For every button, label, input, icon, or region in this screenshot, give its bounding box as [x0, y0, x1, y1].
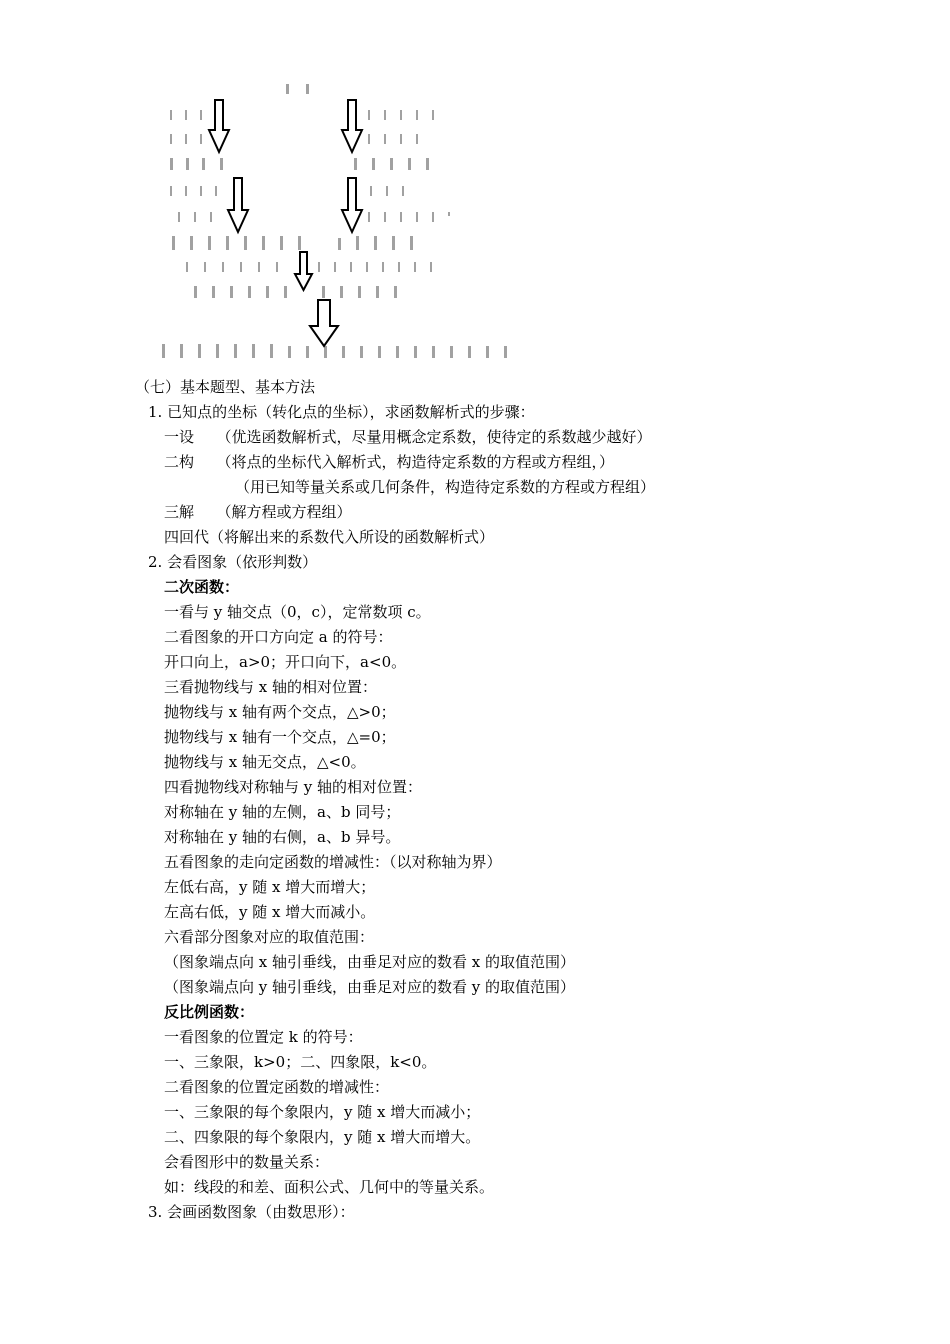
step-solve: 三解 （解方程或方程组） — [164, 503, 352, 521]
text-line: 二、四象限的每个象限内，y 随 x 增大而增大。 — [164, 1128, 481, 1146]
text-line: 六看部分图象对应的取值范围： — [164, 928, 375, 946]
text-line: 四看抛物线对称轴与 y 轴的相对位置： — [164, 778, 423, 796]
text-line: 一、三象限的每个象限内，y 随 x 增大而减小； — [164, 1103, 481, 1121]
text-line: 一看与 y 轴交点（0，c），定常数项 c。 — [164, 603, 431, 621]
text-line: 如：线段的和差、面积公式、几何中的等量关系。 — [164, 1178, 495, 1196]
text-line: 一看图象的位置定 k 的符号： — [164, 1028, 363, 1046]
text-line: 对称轴在 y 轴的右侧，a、b 异号。 — [164, 828, 401, 846]
text-line: 二看图象的位置定函数的增减性： — [164, 1078, 390, 1096]
down-arrow-icon — [310, 300, 338, 346]
step-substitute: 四回代（将解出来的系数代入所设的函数解析式） — [164, 528, 495, 546]
text-line: （图象端点向 x 轴引垂线，由垂足对应的数看 x 的取值范围） — [164, 953, 575, 971]
step-construct: 二构 （将点的坐标代入解析式，构造待定系数的方程或方程组，） — [164, 453, 615, 471]
down-arrow-icon — [295, 252, 312, 290]
text-line: 对称轴在 y 轴的左侧，a、b 同号； — [164, 803, 401, 821]
flowchart-figure — [0, 0, 950, 372]
down-arrow-icon — [342, 178, 362, 232]
text-line: （图象端点向 y 轴引垂线，由垂足对应的数看 y 的取值范围） — [164, 978, 576, 996]
text-line: 二看图象的开口方向定 a 的符号： — [164, 628, 393, 646]
item-heading-2: 2. 会看图象（依形判数） — [148, 553, 318, 571]
step-set: 一设 （优选函数解析式，尽量用概念定系数，使待定的系数越少越好） — [164, 428, 652, 446]
item-heading-3: 3. 会画函数图象（由数思形）： — [148, 1203, 355, 1221]
text-line: 会看图形中的数量关系： — [164, 1153, 330, 1171]
text-line: 抛物线与 x 轴有两个交点，△>0； — [164, 703, 396, 721]
step-construct-alt: （用已知等量关系或几何条件，构造待定系数的方程或方程组） — [235, 478, 656, 496]
down-arrow-icon — [228, 178, 248, 232]
faint-text-marks — [162, 84, 507, 358]
down-arrow-icon — [209, 100, 229, 152]
text-line: 开口向上，a>0；开口向下，a<0。 — [164, 653, 407, 671]
text-line: 左低右高，y 随 x 增大而增大； — [164, 878, 376, 896]
down-arrow-icon — [342, 100, 362, 152]
text-line: 五看图象的走向定函数的增减性：（以对称轴为界） — [164, 853, 502, 871]
text-line: 三看抛物线与 x 轴的相对位置： — [164, 678, 377, 696]
text-line: 一、三象限，k>0；二、四象限，k<0。 — [164, 1053, 437, 1071]
item-heading-1: 1. 已知点的坐标（转化点的坐标），求函数解析式的步骤： — [148, 403, 535, 421]
section-heading: （七）基本题型、基本方法 — [135, 378, 316, 396]
text-line: 抛物线与 x 轴无交点，△<0。 — [164, 753, 366, 771]
text-line: 左高右低，y 随 x 增大而减小。 — [164, 903, 376, 921]
down-arrow-icons — [209, 100, 362, 346]
text-line: 抛物线与 x 轴有一个交点，△=0； — [164, 728, 396, 746]
subheading-inverse: 反比例函数： — [164, 1003, 255, 1021]
subheading-quadratic: 二次函数： — [164, 578, 240, 596]
